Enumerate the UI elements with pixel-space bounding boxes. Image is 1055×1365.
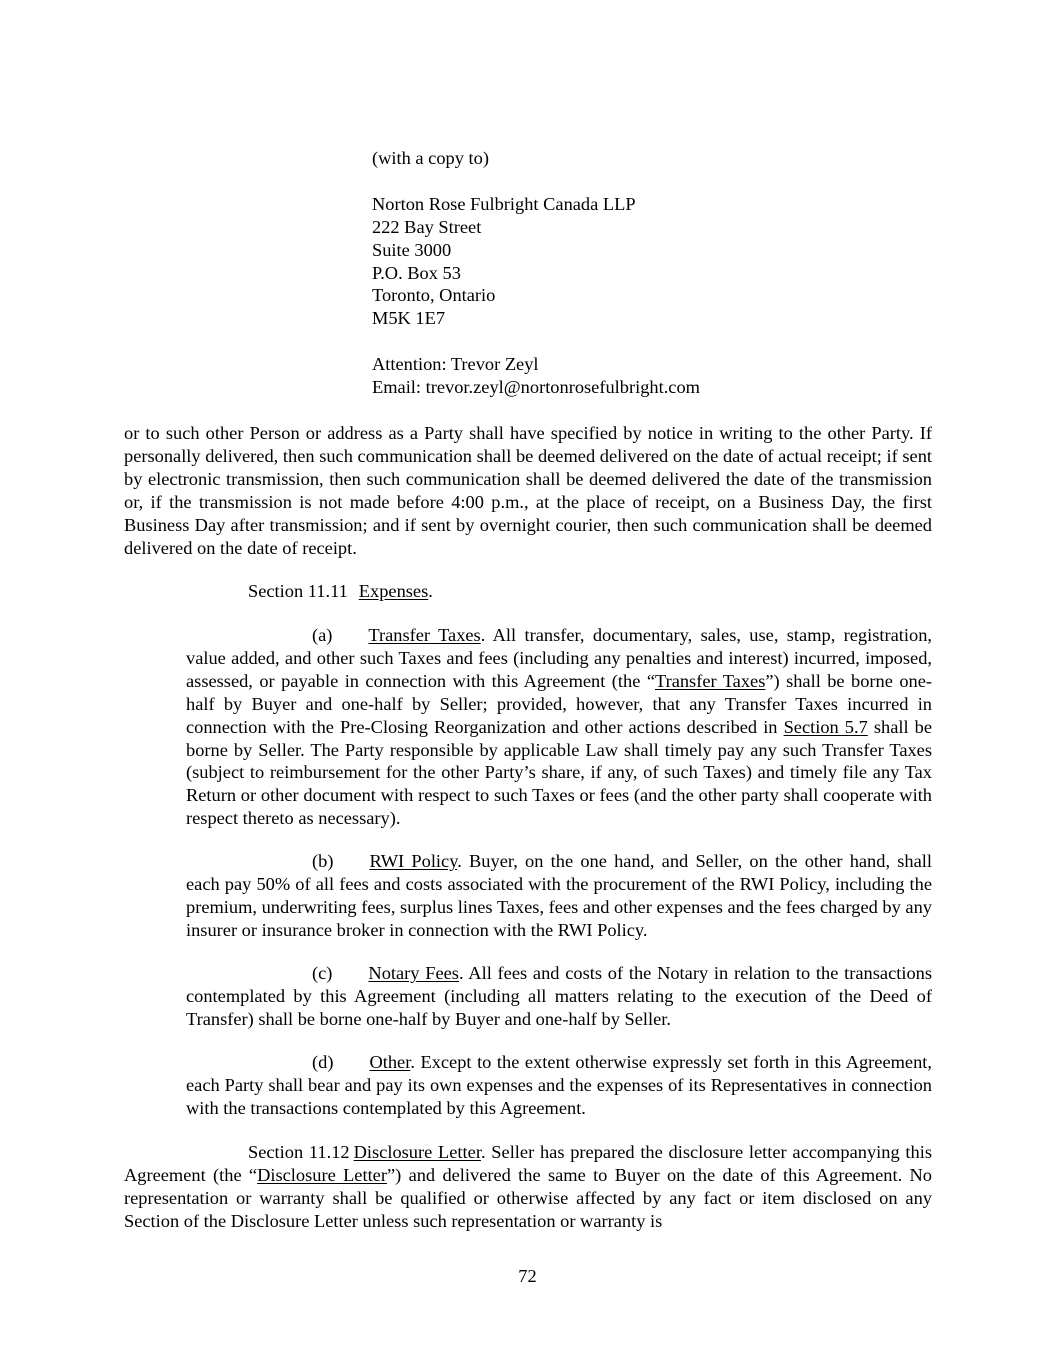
- address-line: Suite 3000: [372, 239, 452, 260]
- section-number: Section 11.11: [248, 581, 348, 601]
- item-label: (d): [312, 1052, 334, 1072]
- copy-to-line: (with a copy to): [372, 148, 489, 168]
- notice-address-block: [372, 147, 972, 399]
- item-heading: Notary Fees: [368, 963, 459, 983]
- item-heading: Transfer Taxes: [368, 625, 481, 645]
- delivery-paragraph: or to such other Person or address as a Party shall have specified by notice in writing to the other Party. If personally delivered, then such communication shall be deemed delivered on the date of actual receipt; if sent by electronic transmission, then such communication shall be deemed delivered the date of the transmission or, if the transmission is not made before 4:00 p.m., at the place of receipt, on a Business Day, the first Business Day after transmission; and if sent by overnight courier, then such communication shall be deemed delivered on the date of receipt.: [124, 423, 932, 558]
- item-label: (c): [312, 963, 333, 983]
- section-11-12-paragraph: Section 11.12 Disclosure Letter. Seller has prepared the disclosure letter accompanying this Agreement (the “Disclosure Letter”) and delivered the same to Buyer on the date of this Agreement. No representation or warranty shall be qualified or otherwise affected by any fact or item disclosed on any Section of the Disclosure Letter unless such representation or warranty is: [124, 1142, 932, 1231]
- item-heading: RWI Policy: [369, 851, 458, 871]
- section-11-11-heading: Section 11.11 Expenses.: [248, 581, 433, 601]
- item-heading: Other: [369, 1052, 411, 1072]
- section-reference-link[interactable]: Section 5.7: [783, 716, 868, 737]
- attention-line: Attention: Trevor Zeyl: [372, 354, 539, 375]
- item-label: (a): [312, 625, 333, 645]
- defined-term: Transfer Taxes: [654, 670, 766, 691]
- section-title: Disclosure Letter: [353, 1142, 481, 1162]
- address-line: P.O. Box 53: [372, 262, 461, 283]
- item-d-other: (d) Other. Except to the extent otherwise expressly set forth in this Agreement, each Party shall bear and pay its own expenses and the expenses of its Representatives in connection with the transactions contemplated by this Agreement.: [186, 1052, 932, 1118]
- defined-term: Disclosure Letter: [257, 1164, 387, 1185]
- item-label: (b): [312, 851, 334, 871]
- section-title: Expenses: [358, 581, 429, 601]
- item-c-notary-fees: (c) Notary Fees. All fees and costs of the Notary in relation to the transactions contemplated by this Agreement (including all matters relating to the execution of the Deed of Transfer) shall be borne one-half by Buyer and one-half by Seller.: [186, 963, 932, 1029]
- address-line: 222 Bay Street: [372, 216, 482, 237]
- address-line: Toronto, Ontario: [372, 285, 496, 306]
- address-line: M5K 1E7: [372, 308, 446, 329]
- item-b-rwi-policy: (b) RWI Policy. Buyer, on the one hand, and Seller, on the other hand, shall each pay 50% of all fees and costs associated with the procurement of the RWI Policy, including the premium, underwriting fees, surplus lines Taxes, fees and other expenses and the fees charged by any insurer or insurance broker in connection with the RWI Policy.: [186, 851, 933, 940]
- section-number: Section 11.12: [248, 1142, 350, 1162]
- page-number: 72: [518, 1266, 537, 1286]
- item-a-transfer-taxes: (a) Transfer Taxes. All transfer, documentary, sales, use, stamp, registration, value added, and other such Taxes and fees (including any penalties and interest) incurred, imposed, assessed, or payable in connection with this Agreement (the “Transfer Taxes”) shall be borne one-half by Buyer and one-half by Seller; provided, however, that any Transfer Taxes incurred in connection with the Pre-Closing Reorganization and other actions described in Section 5.7 shall be borne by Seller. The Party responsible by applicable Law shall timely pay any such Transfer Taxes (subject to reimbursement for the other Party’s share, if any, of such Taxes) and timely file any Tax Return or other document with respect to such Taxes or fees (and the other party shall cooperate with respect thereto as necessary).: [186, 625, 933, 829]
- email-line: Email: trevor.zeyl@nortonrosefulbright.com: [372, 377, 700, 398]
- address-line: Norton Rose Fulbright Canada LLP: [372, 193, 636, 214]
